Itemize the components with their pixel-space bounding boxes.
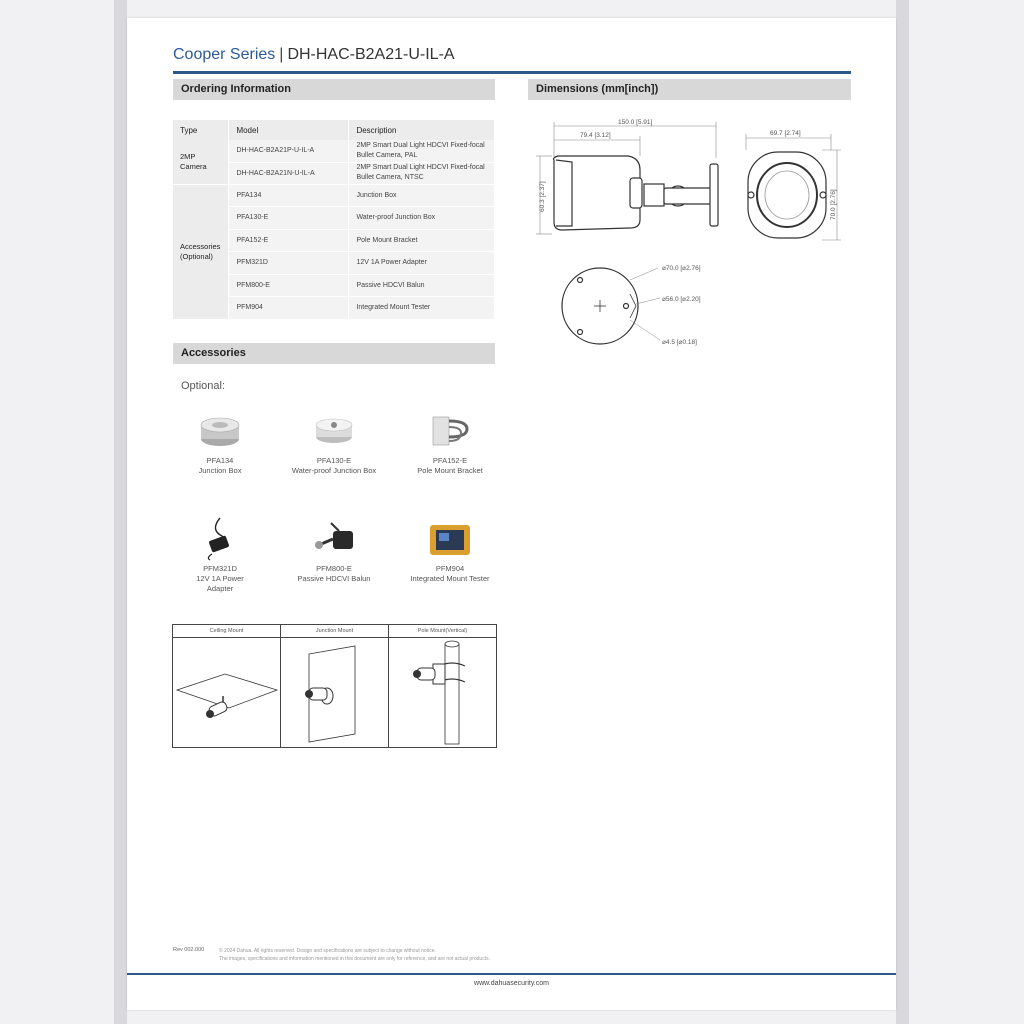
- model-cell: PFM904: [229, 297, 349, 320]
- ceiling-mount-icon: [173, 638, 280, 746]
- description-cell: 12V 1A Power Adapter: [349, 252, 495, 275]
- model-cell: PFA152-E: [229, 229, 349, 252]
- model-cell: DH-HAC-B2A21P-U-IL-A: [229, 140, 349, 162]
- accessory-name: Integrated Mount Tester: [410, 574, 490, 583]
- ordering-header-row: [173, 120, 495, 140]
- dim-hole-diameter: ⌀4.5 [⌀0.18]: [662, 339, 697, 346]
- ordering-section-title: Ordering Information: [173, 79, 495, 100]
- footer-rule: [127, 973, 896, 975]
- junction-box-icon: [165, 406, 275, 456]
- accessory-model: PFM321D: [203, 564, 237, 573]
- mount-title: Pole Mount(Vertical): [389, 625, 496, 638]
- pole-mount-icon: [389, 638, 496, 746]
- mount-title: Ceiling Mount: [173, 625, 280, 638]
- accessory-model: PFA130-E: [316, 456, 352, 465]
- model-name: DH-HAC-B2A21-U-IL-A: [287, 46, 455, 63]
- model-cell: PFA134: [229, 184, 349, 207]
- power-adapter-icon: [165, 514, 275, 564]
- series-name: Cooper Series: [173, 46, 276, 63]
- page-title: [173, 46, 455, 64]
- datasheet-page: [127, 18, 896, 1010]
- title-separator: |: [279, 46, 284, 63]
- accessory-name: 12V 1A Power Adapter: [196, 574, 244, 593]
- dim-front-height: 70.0 [2.76]: [830, 189, 837, 220]
- accessory-name: Pole Mount Bracket: [417, 466, 483, 475]
- header-rule: [173, 71, 851, 74]
- description-cell: Water-proof Junction Box: [349, 207, 495, 230]
- dim-base-diameter: ⌀70.0 [⌀2.76]: [662, 265, 701, 272]
- accessory-item: [279, 514, 389, 584]
- junction-mount-panel: [281, 625, 389, 747]
- model-cell: PFM321D: [229, 252, 349, 275]
- camera-side-view: [554, 156, 719, 230]
- mounting-diagrams: [172, 624, 497, 748]
- accessories-section-title: Accessories: [173, 343, 495, 364]
- description-cell: Integrated Mount Tester: [349, 297, 495, 320]
- col-model-header: Model: [229, 120, 349, 140]
- col-description-header: Description: [349, 120, 495, 140]
- mount-tester-icon: [395, 514, 505, 564]
- base-plate-view: [562, 268, 638, 344]
- model-cell: PFM800-E: [229, 274, 349, 297]
- col-type-header: Type: [173, 120, 229, 140]
- accessory-item: [165, 406, 275, 476]
- model-cell: DH-HAC-B2A21N-U-IL-A: [229, 162, 349, 184]
- left-viewer-edge: [114, 0, 127, 1024]
- pole-mount-panel: [389, 625, 496, 747]
- dim-height: 60.3 [2.37]: [539, 181, 546, 212]
- table-row: [173, 140, 495, 162]
- accessory-model: PFA134: [206, 456, 234, 465]
- accessory-model: PFM904: [435, 564, 465, 573]
- type-cell-camera: 2MP Camera: [173, 140, 229, 184]
- ceiling-mount-panel: [173, 625, 281, 747]
- accessory-item: [279, 406, 389, 476]
- dimensions-section-title: Dimensions (mm[inch]): [528, 79, 851, 100]
- type-cell-accessories: Accessories (Optional): [173, 184, 229, 319]
- junction-mount-icon: [281, 638, 388, 746]
- description-cell: 2MP Smart Dual Light HDCVI Fixed-focal Bullet Camera, PAL: [349, 140, 495, 162]
- waterproof-junction-box-icon: [279, 406, 389, 456]
- mount-title: Junction Mount: [281, 625, 388, 638]
- description-cell: Passive HDCVI Balun: [349, 274, 495, 297]
- description-cell: 2MP Smart Dual Light HDCVI Fixed-focal Bullet Camera, NTSC: [349, 162, 495, 184]
- footer-url[interactable]: www.dahuasecurity.com: [474, 980, 549, 987]
- legal-note: [219, 947, 639, 963]
- dim-overall-length: 150.0 [5.91]: [618, 119, 653, 126]
- hdcvi-balun-icon: [279, 514, 389, 564]
- pole-mount-bracket-icon: [395, 406, 505, 456]
- optional-label: Optional:: [181, 380, 226, 392]
- revision-label: Rev 002.000: [173, 947, 205, 953]
- accessory-name: Water-proof Junction Box: [291, 466, 377, 475]
- accessory-model: PFM800-E: [316, 564, 352, 573]
- dimensions-drawing: [532, 108, 852, 348]
- description-cell: Junction Box: [349, 184, 495, 207]
- accessory-item: [395, 406, 505, 476]
- description-cell: Pole Mount Bracket: [349, 229, 495, 252]
- dim-hole-circle: ⌀56.0 [⌀2.20]: [662, 296, 701, 303]
- legal-note-line: The images, specifications and information mentioned in this document are only for reference, and are not actual products.: [219, 956, 490, 962]
- accessory-item: [395, 514, 505, 584]
- right-viewer-edge: [896, 0, 909, 1024]
- ordering-table: [173, 120, 495, 320]
- legal-note-line: © 2024 Dahua. All rights reserved. Design and specifications are subject to change without notice.: [219, 948, 436, 954]
- dim-front-width: 69.7 [2.74]: [770, 130, 801, 137]
- dim-body-length: 79.4 [3.12]: [580, 132, 611, 139]
- accessory-name: Passive HDCVI Balun: [297, 574, 371, 583]
- camera-front-view: [748, 152, 826, 238]
- accessory-item: [165, 514, 275, 594]
- table-row: [173, 184, 495, 207]
- model-cell: PFA130-E: [229, 207, 349, 230]
- accessory-name: Junction Box: [198, 466, 242, 475]
- accessory-model: PFA152-E: [432, 456, 468, 465]
